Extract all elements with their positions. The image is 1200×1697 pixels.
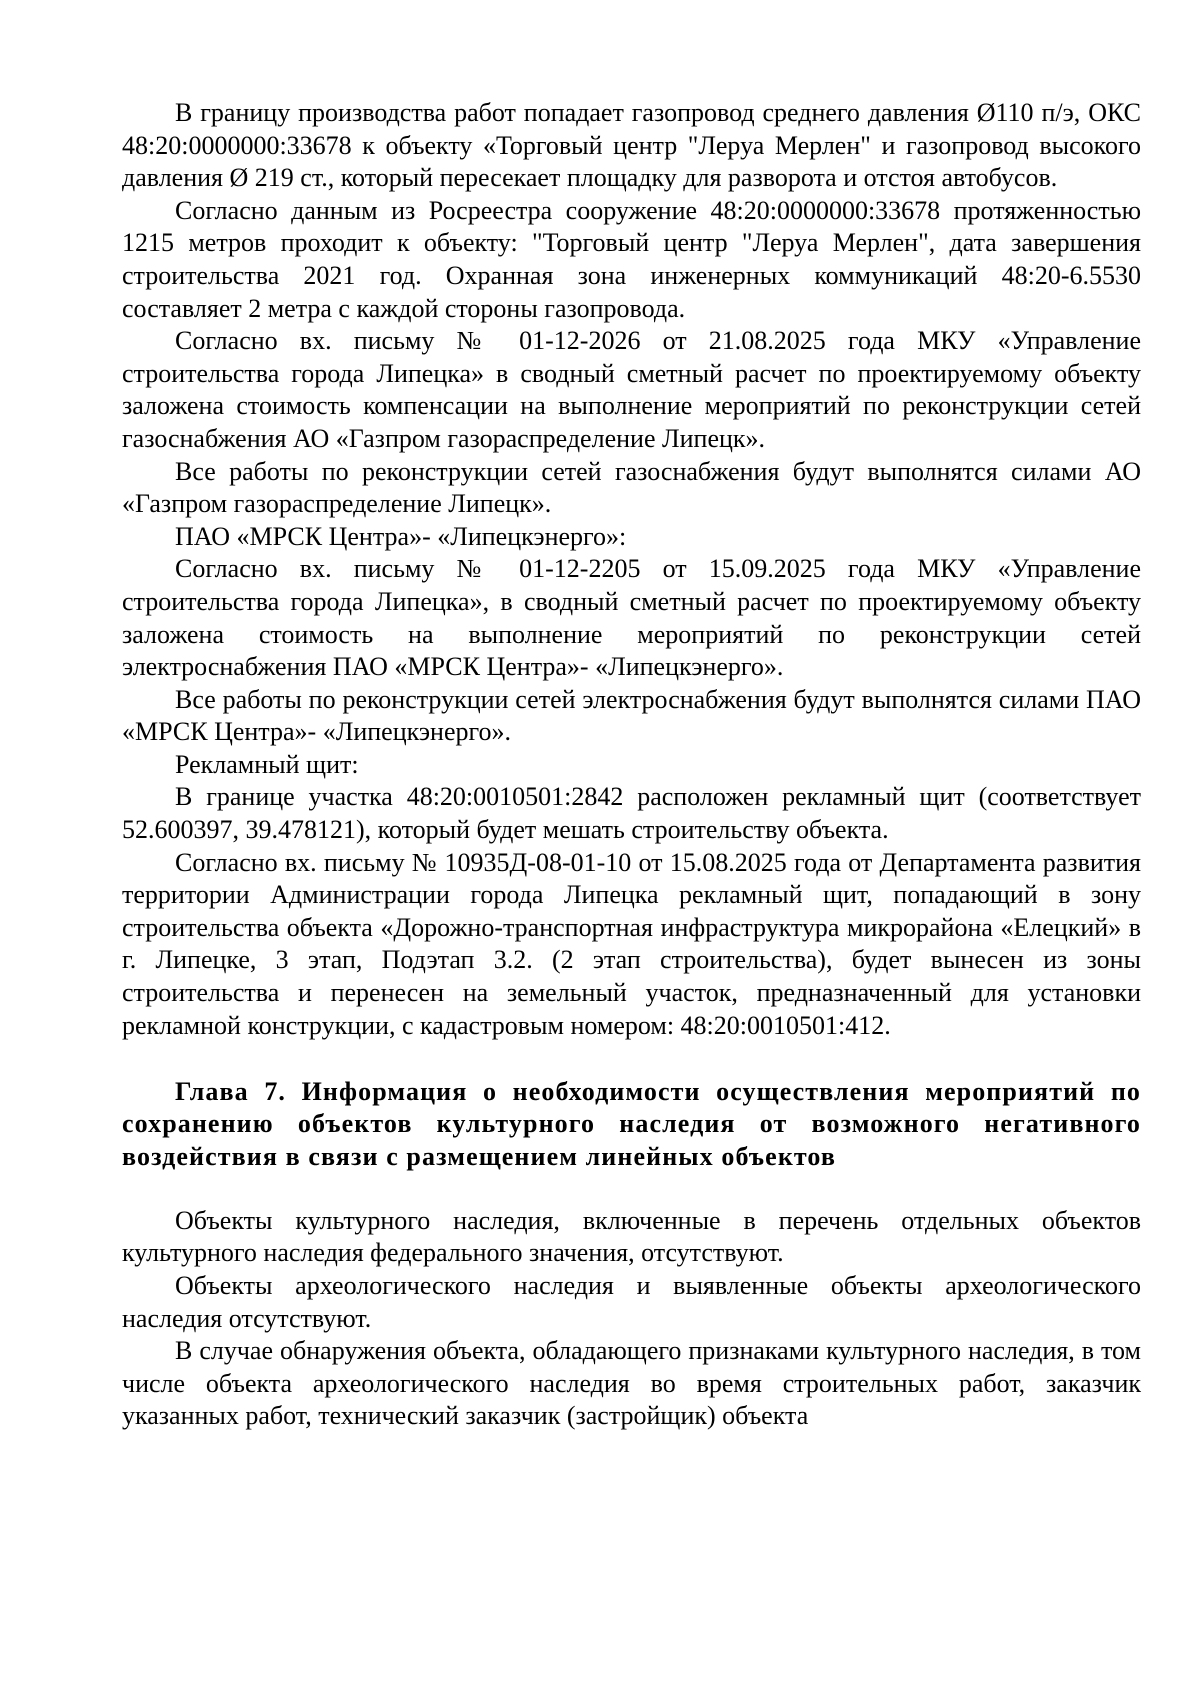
paragraph-gas-pipeline-boundary: В границу производства работ попадает газопровод среднего давления Ø110 п/э, ОКС 48:20:0000000:33678 к объекту «Торговый центр "Леруа Мерлен" и газопровод высокого давления Ø 219 ст., который пересекает площадку для разворота и отстоя автобусов. (122, 98, 1141, 193)
paragraph-billboard-location: В границе участка 48:20:0010501:2842 расположен рекламный щит (соответствует 52.600397, 39.478121), который будет мешать строительству объекта. (122, 782, 1141, 845)
paragraph-power-compensation-letter: Согласно вх. письму № 01-12-2205 от 15.09.2025 года МКУ «Управление строительства города Липецка», в сводный сметный расчет по проектируемому объекту заложена стоимость на выполнение мероприятий по реконструкции сетей электроснабжения ПАО «МРСК Центра»- «Липецкэнерго». (122, 554, 1141, 682)
subheading-billboard: Рекламный щит: (175, 749, 359, 779)
paragraph-archaeological-heritage: Объекты археологического наследия и выявленные объекты археологического наследия отсутствуют. (122, 1271, 1141, 1333)
paragraph-gas-compensation-letter: Согласно вх. письму № 01-12-2026 от 21.08.2025 года МКУ «Управление строительства города Липецка» в сводный сметный расчет по проектируемому объекту заложена стоимость компенсации на выполнение мероприятий по реконструкции сетей газоснабжения АО «Газпром газораспределение Липецк». (122, 326, 1141, 453)
paragraph-rosreestr-structure: Согласно данным из Росреестра сооружение 48:20:0000000:33678 протяженностью 1215 метров проходит к объекту: "Торговый центр "Леруа Мерлен", дата завершения строительства 2021 год. Охранная зона инженерных коммуникаций 48:20-6.5530 составляет 2 метра с каждой стороны газопровода. (122, 195, 1141, 323)
paragraph-power-works-executor: Все работы по реконструкции сетей электроснабжения будут выполнятся силами ПАО «МРСК Центра»- «Липецкэнерго». (122, 684, 1141, 747)
document-page (122, 97, 1141, 1433)
utilities-section (122, 97, 1141, 1042)
paragraph-billboard-relocation: Согласно вх. письму № 10935Д-08-01-10 от 15.08.2025 года от Департамента развития территории Администрации города Липецка рекламный щит, попадающий в зону строительства объекта «Дорожно-транспортная инфраструктура микрорайона «Елецкий» в г. Липецке, 3 этап, Подэтап 3.2. (2 этап строительства), будет вынесен из зоны строительства и перенесен на земельный участок, предназначенный для установки рекламной конструкции, с кадастровым номером: 48:20:0010501:412. (122, 847, 1141, 1040)
paragraph-discovery-procedure: В случае обнаружения объекта, обладающего признаками культурного наследия, в том числе объекта археологического наследия во время строительных работ, заказчик указанных работ, технический заказчик (застройщик) объекта (122, 1336, 1141, 1431)
chapter-7-heading: Глава 7. Информация о необходимости осуществления мероприятий по сохранению объектов культурного наследия от возможного негативного воздействия в связи с размещением линейных объектов (122, 1077, 1141, 1171)
paragraph-gas-works-executor: Все работы по реконструкции сетей газоснабжения будут выполнятся силами АО «Газпром газораспределение Липецк». (122, 456, 1141, 519)
paragraph-federal-heritage: Объекты культурного наследия, включенные в перечень отдельных объектов культурного наследия федерального значения, отсутствуют. (122, 1205, 1141, 1268)
subheading-mrsk: ПАО «МРСК Центра»- «Липецкэнерго»: (175, 521, 627, 551)
chapter-7-body (122, 1205, 1141, 1433)
